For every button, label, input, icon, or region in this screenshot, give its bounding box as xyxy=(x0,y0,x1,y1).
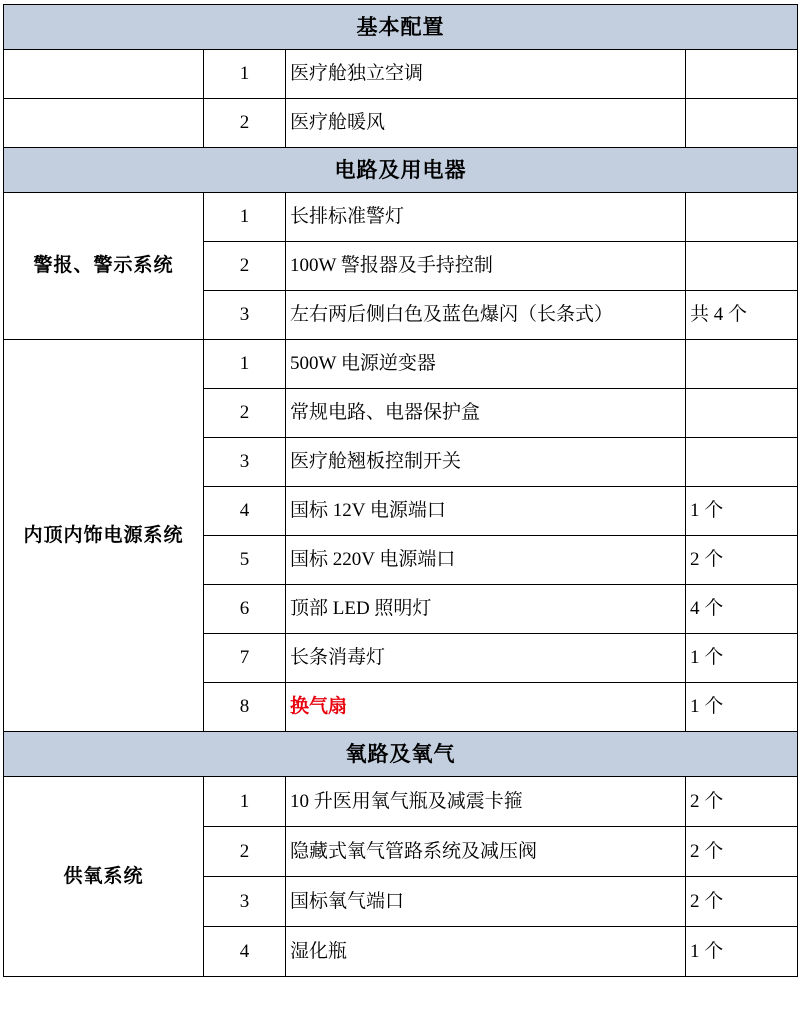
row-item: 国标 220V 电源端口 xyxy=(286,536,686,585)
group-cell: 内顶内饰电源系统 xyxy=(4,340,204,732)
row-qty: 4 个 xyxy=(686,585,798,634)
row-number: 1 xyxy=(204,777,286,827)
specification-table xyxy=(3,4,798,977)
group-cell xyxy=(4,50,204,99)
row-item: 10 升医用氧气瓶及减震卡箍 xyxy=(286,777,686,827)
table-row xyxy=(4,193,798,242)
table-row xyxy=(4,340,798,389)
row-number: 6 xyxy=(204,585,286,634)
row-qty xyxy=(686,50,798,99)
row-number: 3 xyxy=(204,877,286,927)
section-header-row xyxy=(4,148,798,193)
row-item: 医疗舱独立空调 xyxy=(286,50,686,99)
row-number: 5 xyxy=(204,536,286,585)
row-qty xyxy=(686,193,798,242)
row-number: 1 xyxy=(204,193,286,242)
row-number: 2 xyxy=(204,99,286,148)
row-number: 4 xyxy=(204,487,286,536)
group-cell xyxy=(4,99,204,148)
row-qty: 1 个 xyxy=(686,634,798,683)
row-item: 500W 电源逆变器 xyxy=(286,340,686,389)
section-title: 基本配置 xyxy=(4,5,798,50)
section-title: 氧路及氧气 xyxy=(4,732,798,777)
row-qty: 共 4 个 xyxy=(686,291,798,340)
row-qty xyxy=(686,389,798,438)
row-qty: 1 个 xyxy=(686,487,798,536)
row-qty: 2 个 xyxy=(686,777,798,827)
row-qty xyxy=(686,438,798,487)
row-qty: 1 个 xyxy=(686,683,798,732)
document-sheet xyxy=(0,4,800,1023)
row-number: 1 xyxy=(204,50,286,99)
row-item: 湿化瓶 xyxy=(286,927,686,977)
row-qty xyxy=(686,242,798,291)
row-qty: 2 个 xyxy=(686,877,798,927)
row-number: 2 xyxy=(204,389,286,438)
section-header-row xyxy=(4,732,798,777)
group-cell: 警报、警示系统 xyxy=(4,193,204,340)
table-row xyxy=(4,777,798,827)
row-qty xyxy=(686,340,798,389)
section-title: 电路及用电器 xyxy=(4,148,798,193)
table-row xyxy=(4,99,798,148)
row-qty xyxy=(686,99,798,148)
row-item: 100W 警报器及手持控制 xyxy=(286,242,686,291)
row-item: 医疗舱暖风 xyxy=(286,99,686,148)
row-qty: 2 个 xyxy=(686,536,798,585)
row-number: 8 xyxy=(204,683,286,732)
row-qty: 1 个 xyxy=(686,927,798,977)
row-item: 左右两后侧白色及蓝色爆闪（长条式） xyxy=(286,291,686,340)
row-item: 医疗舱翘板控制开关 xyxy=(286,438,686,487)
row-number: 2 xyxy=(204,242,286,291)
row-number: 4 xyxy=(204,927,286,977)
row-number: 3 xyxy=(204,291,286,340)
table-row xyxy=(4,50,798,99)
row-number: 2 xyxy=(204,827,286,877)
row-item: 国标氧气端口 xyxy=(286,877,686,927)
group-cell: 供氧系统 xyxy=(4,777,204,977)
row-item: 隐藏式氧气管路系统及减压阀 xyxy=(286,827,686,877)
row-number: 3 xyxy=(204,438,286,487)
row-item: 国标 12V 电源端口 xyxy=(286,487,686,536)
row-item: 长排标准警灯 xyxy=(286,193,686,242)
row-number: 1 xyxy=(204,340,286,389)
row-item: 常规电路、电器保护盒 xyxy=(286,389,686,438)
row-qty: 2 个 xyxy=(686,827,798,877)
row-number: 7 xyxy=(204,634,286,683)
row-item-highlighted: 换气扇 xyxy=(286,683,686,732)
row-item: 长条消毒灯 xyxy=(286,634,686,683)
row-item: 顶部 LED 照明灯 xyxy=(286,585,686,634)
section-header-row xyxy=(4,5,798,50)
